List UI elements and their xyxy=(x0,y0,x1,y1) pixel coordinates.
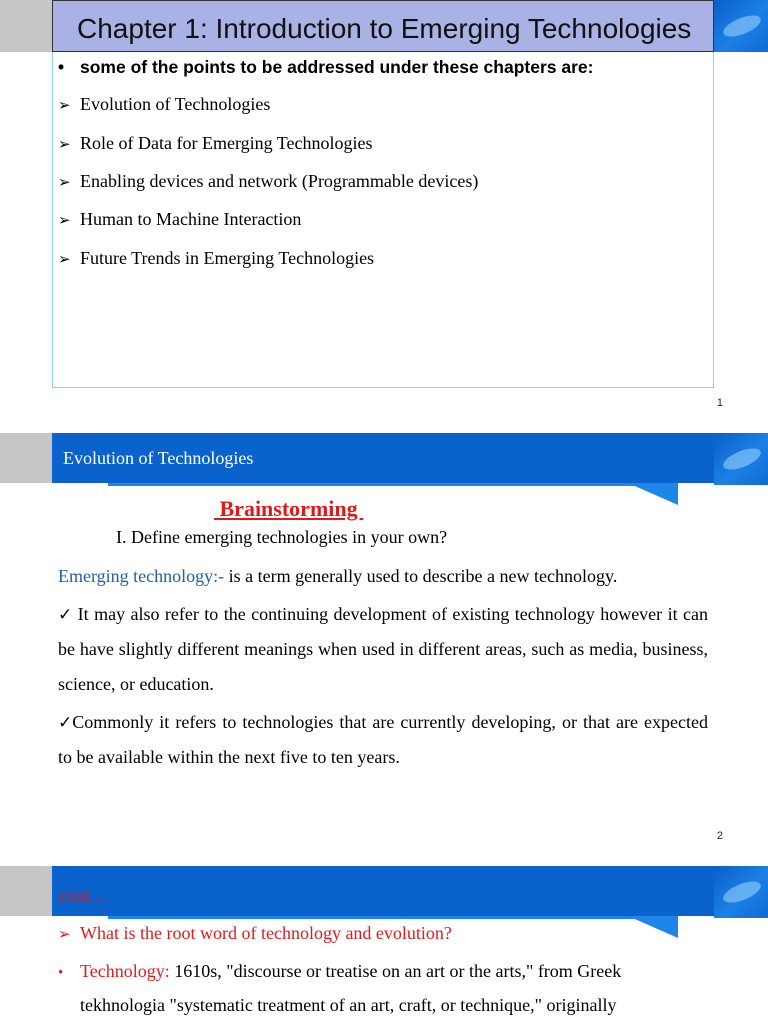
list-item-text: Human to Machine Interaction xyxy=(80,209,302,229)
list-item xyxy=(58,209,301,230)
check-text-2: Commonly it refers to technologies that are currently developing, or that are expected to be available within the next five to ten years. xyxy=(58,712,708,767)
slide-2 xyxy=(0,433,768,863)
header-band xyxy=(52,866,714,916)
list-item-text: Future Trends in Emerging Technologies xyxy=(80,248,375,268)
arrow-bullet-icon: ➢ xyxy=(58,927,71,943)
slide-title: Chapter 1: Introduction to Emerging Technologies xyxy=(77,13,692,44)
band-flag xyxy=(628,916,678,938)
list-item-text: Evolution of Technologies xyxy=(80,94,271,114)
check-paragraph-2 xyxy=(58,705,708,775)
check-paragraph-1 xyxy=(58,597,708,702)
definition-text: is a term generally used to describe a new technology. xyxy=(224,566,618,586)
band-flag xyxy=(628,483,678,505)
blue-corner-decoration xyxy=(714,866,768,918)
page-number: 1 xyxy=(716,397,723,409)
question-text: I. Define emerging technologies in your own? xyxy=(116,527,448,547)
disc-bullet-icon: • xyxy=(58,57,65,77)
slide-header: Evolution of Technologies xyxy=(63,448,254,468)
list-item-text: Role of Data for Emerging Technologies xyxy=(80,133,373,153)
intro-line xyxy=(58,57,593,78)
check-icon: ✓ xyxy=(58,713,73,732)
disc-bullet-icon: • xyxy=(58,965,64,981)
technology-term: Technology: xyxy=(80,961,170,981)
band-stripe xyxy=(108,916,678,919)
band-stripe xyxy=(108,483,678,486)
blue-corner-decoration xyxy=(714,0,768,52)
slide-1 xyxy=(0,0,768,430)
list-item xyxy=(58,171,478,192)
page-number: 2 xyxy=(716,830,723,842)
list-item xyxy=(58,961,621,982)
definition-paragraph xyxy=(58,559,708,594)
intro-text: some of the points to be addressed under these chapters are: xyxy=(80,57,594,77)
slide-header: cont… xyxy=(58,885,107,905)
technology-text: 1610s, "discourse or treatise on an art or the arts," from Greek xyxy=(169,961,622,981)
list-item xyxy=(58,94,270,115)
list-item xyxy=(58,133,373,154)
slide-3 xyxy=(0,866,768,1024)
check-icon: ✓ xyxy=(58,605,73,624)
technology-continuation: tekhnologia "systematic treatment of an art, craft, or technique," originally xyxy=(80,995,617,1015)
check-text-1: It may also refer to the continuing development of existing technology however it can be have slightly different meanings when used in different areas, such as media, business, science, or education. xyxy=(58,604,708,694)
arrow-bullet-icon: ➢ xyxy=(58,98,71,114)
arrow-bullet-icon: ➢ xyxy=(58,252,71,268)
list-item-text: Enabling devices and network (Programmable devices) xyxy=(80,171,479,191)
arrow-bullet-icon: ➢ xyxy=(58,137,71,153)
arrow-bullet-icon: ➢ xyxy=(58,213,71,229)
brainstorming-heading: Brainstorming xyxy=(214,496,364,521)
arrow-bullet-icon: ➢ xyxy=(58,175,71,191)
list-item xyxy=(58,248,374,269)
question-text: What is the root word of technology and evolution? xyxy=(80,923,452,943)
gray-corner-tab xyxy=(0,0,52,52)
definition-term: Emerging technology:- xyxy=(58,566,225,586)
blue-corner-decoration xyxy=(714,433,768,485)
list-item xyxy=(58,923,452,944)
